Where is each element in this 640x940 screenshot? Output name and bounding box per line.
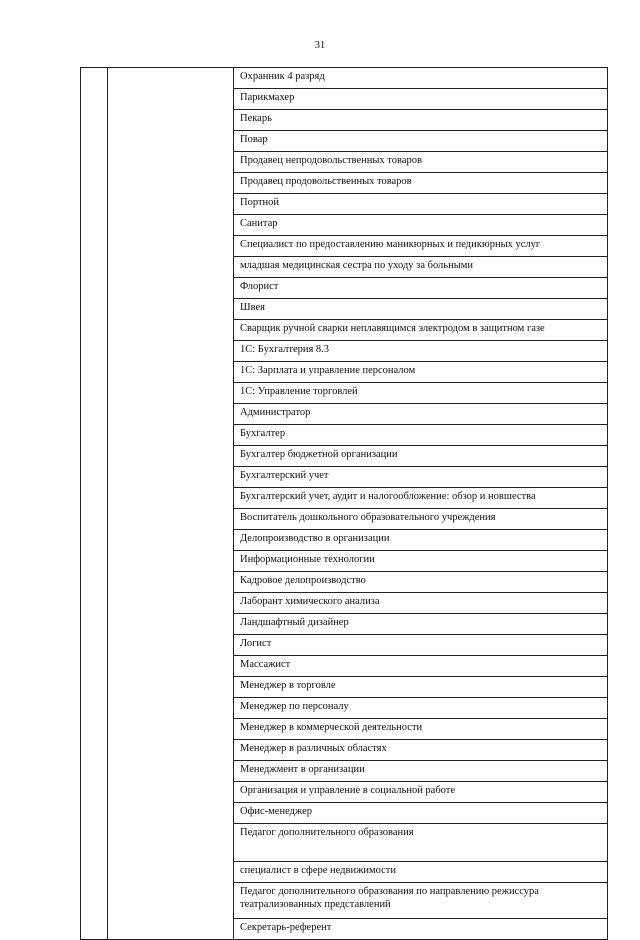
course-name-cell [234,509,608,530]
course-name-cell [234,131,608,152]
course-name-cell [234,257,608,278]
course-name: младшая медицинская сестра по уходу за больными [240,260,474,271]
course-name: специалист в сфере недвижимости [240,865,396,876]
course-name: Продавец непродовольственных товаров [240,155,422,166]
course-name: Швея [240,302,265,313]
course-name-cell [234,404,608,425]
course-name: Менеджер в торговле [240,680,336,691]
courses-table-body [81,68,608,940]
course-name: 1С: Зарплата и управление персоналом [240,365,416,376]
course-name: Информационные технологии [240,554,375,565]
course-name: Делопроизводство в организации [240,533,390,544]
course-name-cell [234,593,608,614]
course-name: Пекарь [240,113,272,124]
courses-table-container [80,67,608,940]
course-name-cell [234,883,608,919]
course-name: Менеджер в коммерческой деятельности [240,722,423,733]
page-number: 31 [314,40,326,51]
course-name-cell [234,761,608,782]
course-name: Секретарь-референт [240,922,332,933]
course-name: 1С: Управление торговлей [240,386,358,397]
course-name: Бухгалтер бюджетной организации [240,449,398,460]
course-name-cell [234,425,608,446]
course-name-cell [234,89,608,110]
course-name: Офис-менеджер [240,806,312,817]
course-name: Повар [240,134,268,145]
course-name-cell [234,194,608,215]
course-name: Бухгалтер [240,428,286,439]
course-name-cell [234,299,608,320]
course-name: Менеджмент в организации [240,764,365,775]
course-name: Педагог дополнительного образования по направлению режиссура театрализованных представлений [240,886,539,910]
course-name-cell [234,719,608,740]
course-name: Логист [240,638,272,649]
course-name-cell [234,152,608,173]
course-name: Ландшафтный дизайнер [240,617,349,628]
course-name-cell [234,278,608,299]
course-name: Бухгалтерский учет [240,470,329,481]
direction-column-cell [108,68,234,940]
course-name-cell [234,446,608,467]
course-name-cell [234,803,608,824]
course-name: Кадровое делопроизводство [240,575,366,586]
course-name-cell [234,488,608,509]
course-name-cell [234,110,608,131]
course-name: Продавец продовольственных товаров [240,176,412,187]
course-name-cell [234,551,608,572]
course-name: Портной [240,197,280,208]
table-row [81,68,608,89]
course-name: Лаборант химического анализа [240,596,380,607]
course-name: 1С: Бухгалтерия 8.3 [240,344,330,355]
course-name-cell [234,698,608,719]
course-name-cell [234,862,608,883]
course-name-cell [234,236,608,257]
course-name: Администратор [240,407,311,418]
course-name: Парикмахер [240,92,295,103]
course-name-cell [234,656,608,677]
course-name-cell [234,919,608,940]
course-name: Массажист [240,659,291,670]
course-name-cell [234,782,608,803]
course-name: Менеджер в различных областях [240,743,387,754]
course-name: Организация и управление в социальной работе [240,785,456,796]
course-name-cell [234,467,608,488]
course-name: Специалист по предоставлению маникюрных и педикюрных услуг [240,239,541,250]
course-name: Менеджер по персоналу [240,701,349,712]
course-name-cell [234,383,608,404]
course-name-cell [234,68,608,89]
course-name-cell [234,215,608,236]
course-name-cell [234,614,608,635]
course-name-cell [234,677,608,698]
course-name-cell [234,824,608,862]
course-name-cell [234,362,608,383]
course-name-cell [234,572,608,593]
course-name: Охранник 4 разряд [240,71,325,82]
course-name: Воспитатель дошкольного образовательного учреждения [240,512,496,523]
course-name-cell [234,320,608,341]
course-name: Педагог дополнительного образования [240,827,414,838]
course-name-cell [234,530,608,551]
course-name-cell [234,173,608,194]
course-name: Флорист [240,281,279,292]
course-name: Бухгалтерский учет, аудит и налогообложение: обзор и новшества [240,491,536,502]
course-name-cell [234,341,608,362]
courses-table [80,67,608,940]
course-name-cell [234,635,608,656]
course-name: Сварщик ручной сварки неплавящимся электродом в защитном газе [240,323,545,334]
number-column-cell [81,68,108,940]
course-name-cell [234,740,608,761]
course-name: Санитар [240,218,278,229]
